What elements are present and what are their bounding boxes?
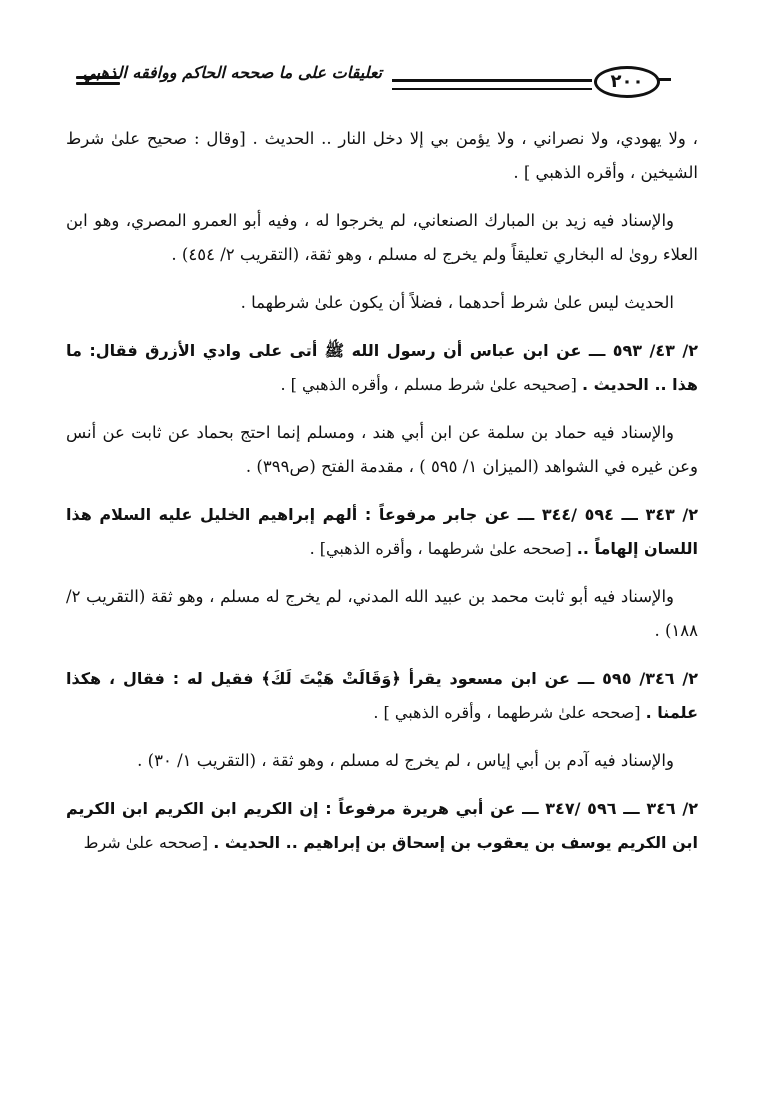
paragraph — [66, 744, 698, 778]
hadith-entry — [66, 498, 698, 566]
paragraph-text: والإسناد فيه آدم بن أبي إياس ، لم يخرج له مسلم ، وهو ثقة ، (التقريب ١/ ٣٠) . — [137, 751, 674, 770]
paragraph — [66, 580, 698, 648]
paragraph — [66, 416, 698, 484]
body-text — [66, 122, 698, 874]
paragraph — [66, 286, 698, 320]
hadith-grading: [صححه علىٰ شرط — [83, 833, 214, 852]
paragraph — [66, 122, 698, 190]
paragraph-text: ، ولا يهودي، ولا نصراني ، ولا يؤمن بي إلا دخل النار .. الحديث . [وقال : صحيح علىٰ شرط الشيخين ، وأقره الذهبي ] . — [66, 129, 698, 182]
page-number: ٢٠٠ — [594, 66, 660, 98]
hadith-entry — [66, 334, 698, 402]
hadith-entry — [66, 662, 698, 730]
header-title: تعليقات على ما صححه الحاكم ووافقه الذهبي — [82, 63, 382, 82]
paragraph — [66, 204, 698, 272]
header-rule — [392, 79, 592, 90]
paragraph-text: والإسناد فيه زيد بن المبارك الصنعاني، لم يخرجوا له ، وفيه أبو العمرو المصري، وهو ابن العلاء روىٰ له البخاري تعليقاً ولم يخرج له مسلم ، وهو ثقة، (التقريب ٢/ ٤٥٤) . — [66, 211, 698, 264]
hadith-grading: [صححه علىٰ شرطهما ، وأقره الذهبي] . — [309, 539, 577, 558]
hadith-grading: [صححه علىٰ شرطهما ، وأقره الذهبي ] . — [373, 703, 646, 722]
hadith-entry-text: ٢/ ٣٤٦ ـــ ٥٩٦ /٣٤٧ ـــ عن أبي هريرة مرفوعاً : إن الكريم ابن الكريم ابن الكريم ابن الكريم يوسف بن يعقوب بن إسحاق بن إبراهيم .. الحديث . — [66, 799, 699, 852]
running-header — [60, 62, 688, 102]
hadith-entry-text: ٢/ ٣٤٦/ ٥٩٥ ـــ عن ابن مسعود يقرأ ﴿وَقَالَتْ هَيْتَ لَكَ﴾ فقيل له : فقال ، هكذا علمنا . — [66, 669, 699, 722]
paragraph-text: والإسناد فيه أبو ثابت محمد بن عبيد الله المدني، لم يخرج له مسلم ، وهو ثقة (التقريب ٢/ ١٨٨) . — [66, 587, 698, 640]
paragraph-text: الحديث ليس علىٰ شرط أحدهما ، فضلاً أن يكون علىٰ شرطهما . — [240, 293, 674, 312]
hadith-entry-text: ٢/ ٣٤٣ ـــ ٥٩٤ /٣٤٤ ـــ عن جابر مرفوعاً : ألهم إبراهيم الخليل عليه السلام هذا اللسان إلهاماً .. — [66, 505, 698, 558]
hadith-entry — [66, 792, 698, 860]
hadith-grading: [صحيحه علىٰ شرط مسلم ، وأقره الذهبي ] . — [280, 375, 583, 394]
hadith-entry-text: ٢/ ٤٣/ ٥٩٣ ـــ عن ابن عباس أن رسول الله ﷺ أتى على وادي الأزرق فقال: ما هذا .. الحديث . — [66, 341, 699, 394]
paragraph-text: والإسناد فيه حماد بن سلمة عن ابن أبي هند ، ومسلم إنما احتج بحماد عن ثابت عن أنس وعن غيره في الشواهد (الميزان ١/ ٥٩٥ ) ، مقدمة الفتح (ص٣٩٩) . — [66, 423, 698, 476]
